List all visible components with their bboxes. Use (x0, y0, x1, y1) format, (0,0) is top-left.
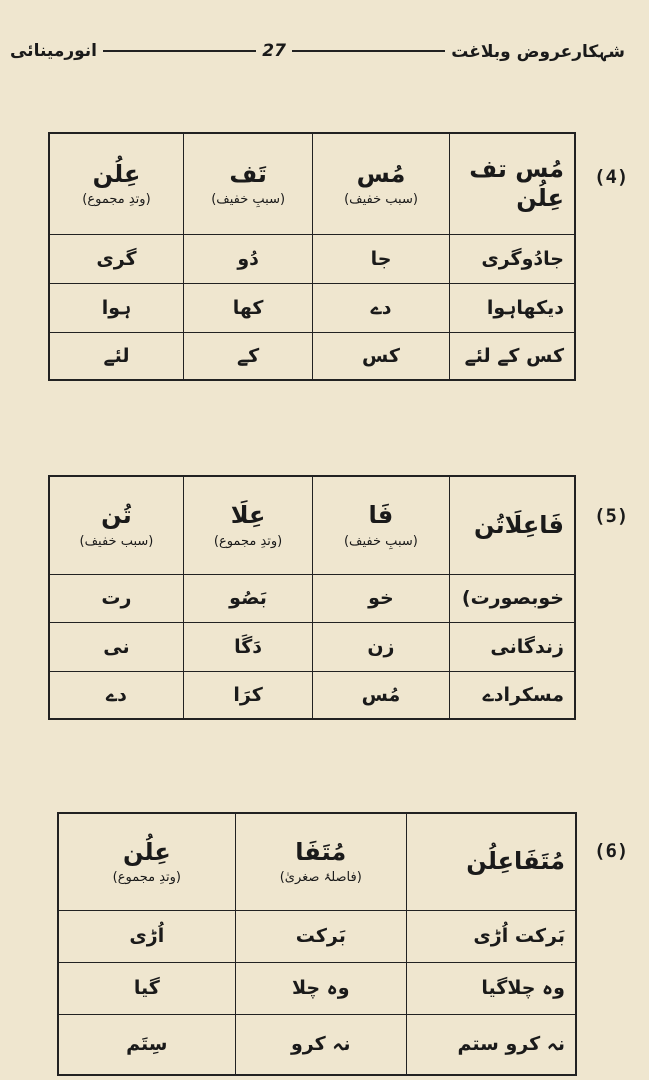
table-row (58, 910, 576, 962)
segment-cell: ہوا (49, 283, 183, 332)
table-row (49, 622, 575, 671)
book-title: شہکارعروض وبلاغت (451, 41, 625, 62)
header-rule (292, 50, 445, 52)
table-row (49, 574, 575, 622)
meter-name-cell: فَاعِلَاتُن (449, 476, 575, 574)
word-cell: کس کے لئے (449, 332, 575, 380)
segment-cell: کرَا (183, 671, 312, 719)
meter-number: (4) (594, 166, 629, 188)
segment-head-cell: تَف (سببِ خفیف) (183, 133, 312, 234)
segment-head-cell: تُن (سبب خفیف) (49, 476, 183, 574)
segment-cell: اُڑی (58, 910, 235, 962)
table-row (58, 1014, 576, 1075)
segment-cell: رت (49, 574, 183, 622)
segment-cell: گیا (58, 962, 235, 1014)
segment-cell: کس (313, 332, 449, 380)
segment-cell: سِتَم (58, 1014, 235, 1075)
segment-cell: بَصُو (183, 574, 312, 622)
word-cell: مسکرادے (449, 671, 575, 719)
table-row (49, 234, 575, 283)
segment-head-cell: عِلُن (وتدِ مجموع) (49, 133, 183, 234)
header-row (49, 133, 575, 234)
meter-name-cell: مُتَفَاعِلُن (406, 813, 576, 910)
word-cell: وہ چلاگیا (406, 962, 576, 1014)
segment-cell: زن (313, 622, 449, 671)
word-cell: دیکھاہوا (449, 283, 575, 332)
segment-cell: مُس (313, 671, 449, 719)
word-cell: جادُوگری (449, 234, 575, 283)
table-row (49, 671, 575, 719)
word-cell: بَرکت اُڑی (406, 910, 576, 962)
segment-cell: نی (49, 622, 183, 671)
table-row (58, 962, 576, 1014)
author-name: انورمینائی (9, 41, 98, 61)
header-row (49, 476, 575, 574)
word-cell: نہ کرو ستم (406, 1014, 576, 1075)
segment-cell: جا (313, 234, 449, 283)
segment-head-cell: عِلَا (وتدِ مجموع) (183, 476, 312, 574)
segment-head-cell: عِلُن (وتدِ مجموع) (58, 813, 235, 910)
segment-cell: کھا (183, 283, 312, 332)
segment-cell: خو (313, 574, 449, 622)
meter-table (57, 812, 577, 1076)
meter-number: (5) (594, 505, 629, 527)
segment-cell: دُو (183, 234, 312, 283)
header-rule (103, 50, 256, 52)
header-row (58, 813, 576, 910)
segment-cell: دے (49, 671, 183, 719)
segment-cell: لئے (49, 332, 183, 380)
segment-cell: دَگَا (183, 622, 312, 671)
meter-table (48, 132, 576, 381)
segment-head-cell: مُتَفَا (فاصلۂ صغریٰ) (235, 813, 406, 910)
word-cell: خوبصورت) (449, 574, 575, 622)
segment-cell: نہ کرو (235, 1014, 406, 1075)
word-cell: زندگانی (449, 622, 575, 671)
page-number: 27 (262, 41, 286, 61)
table-row (49, 332, 575, 380)
segment-head-cell: فَا (سببِ خفیف) (313, 476, 449, 574)
segment-cell: وہ چلا (235, 962, 406, 1014)
segment-cell: گری (49, 234, 183, 283)
meter-table (48, 475, 576, 720)
page-header (10, 34, 625, 68)
segment-cell: بَرکت (235, 910, 406, 962)
meter-name-cell: مُس تف عِلُن (449, 133, 575, 234)
meter-number: (6) (594, 840, 629, 862)
table-row (49, 283, 575, 332)
segment-cell: دے (313, 283, 449, 332)
segment-cell: کے (183, 332, 312, 380)
segment-head-cell: مُس (سبب خفیف) (313, 133, 449, 234)
